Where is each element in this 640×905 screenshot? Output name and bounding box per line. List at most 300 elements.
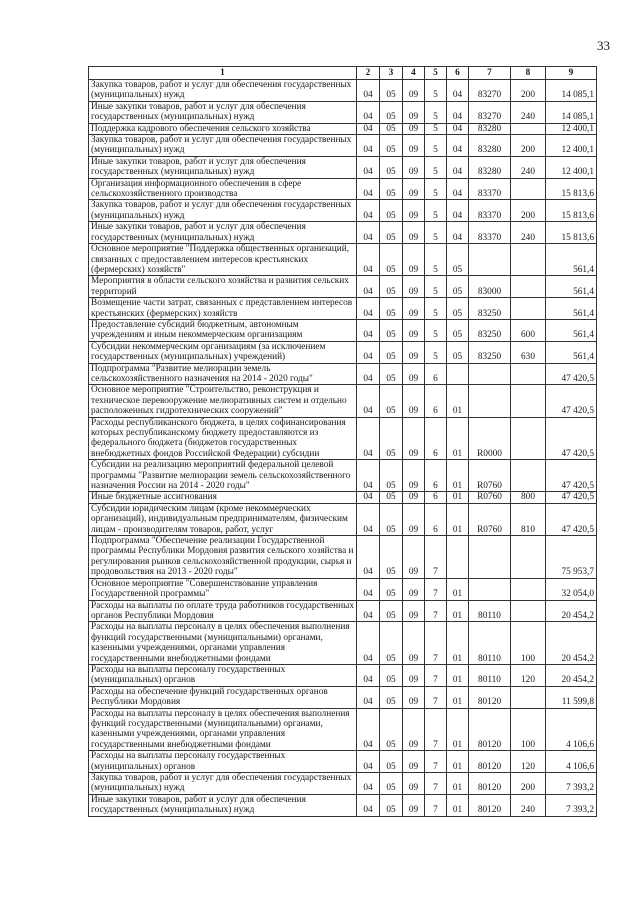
code-3-cell: 05 <box>380 298 403 320</box>
table-row <box>89 319 597 341</box>
row-name-cell: Расходы на выплаты персоналу государственных (муниципальных) органов <box>89 664 357 686</box>
code-3-cell: 05 <box>380 80 403 102</box>
row-name-cell: Расходы на выплаты персоналу в целях обеспечения выполнения функций государственными (муниципальными) органами, казенными учреждениями, органами управления государственными внебюджетными фондами <box>89 622 357 665</box>
table-row <box>89 244 597 276</box>
code-5-cell: 5 <box>425 319 447 341</box>
table-row <box>89 80 597 102</box>
code-2-cell: 04 <box>357 276 380 298</box>
amount-cell: 47 420,5 <box>546 417 597 460</box>
code-3-cell: 05 <box>380 686 403 708</box>
code-5-cell: 5 <box>425 298 447 320</box>
code-8-cell <box>511 298 546 320</box>
code-8-cell <box>511 600 546 622</box>
code-4-cell: 09 <box>403 773 425 795</box>
amount-cell: 12 400,1 <box>546 135 597 157</box>
code-4-cell: 09 <box>403 341 425 363</box>
code-5-cell: 7 <box>425 536 447 579</box>
column-header: 3 <box>380 67 403 80</box>
table-row <box>89 341 597 363</box>
code-6-cell: 04 <box>447 178 469 200</box>
code-5-cell: 7 <box>425 664 447 686</box>
code-5-cell: 7 <box>425 578 447 600</box>
table-row <box>89 417 597 460</box>
code-3-cell: 05 <box>380 460 403 492</box>
table-row <box>89 622 597 665</box>
amount-cell: 12 400,1 <box>546 156 597 178</box>
code-8-cell <box>511 536 546 579</box>
code-5-cell: 7 <box>425 708 447 751</box>
code-6-cell: 01 <box>447 773 469 795</box>
table-row <box>89 101 597 123</box>
code-4-cell: 09 <box>403 385 425 417</box>
amount-cell: 47 420,5 <box>546 460 597 492</box>
code-2-cell: 04 <box>357 536 380 579</box>
code-6-cell: 01 <box>447 417 469 460</box>
code-4-cell: 09 <box>403 276 425 298</box>
amount-cell: 32 054,0 <box>546 578 597 600</box>
code-3-cell: 05 <box>380 536 403 579</box>
code-3-cell: 05 <box>380 492 403 503</box>
row-name-cell: Расходы на выплаты персоналу государственных (муниципальных) органов <box>89 751 357 773</box>
amount-cell: 4 106,6 <box>546 708 597 751</box>
code-3-cell: 05 <box>380 664 403 686</box>
row-name-cell: Расходы республиканского бюджета, в целях софинансирования которых республиканскому бюджету предоставляются из федерального бюджета (бюджетов государственных внебюджетных фондов Российской Федерации) субсидии <box>89 417 357 460</box>
table-row <box>89 578 597 600</box>
row-name-cell: Расходы на обеспечение функций государственных органов Республики Мордовия <box>89 686 357 708</box>
row-name-cell: Подпрограмма "Развитие мелиорации земель сельскохозяйственного назначения на 2014 - 2020 годы" <box>89 363 357 385</box>
amount-cell: 11 599,8 <box>546 686 597 708</box>
amount-cell: 14 085,1 <box>546 80 597 102</box>
row-name-cell: Основное мероприятие "Поддержка общественных организаций, связанных с предоставлением интересов крестьянских (фермерских) хозяйств" <box>89 244 357 276</box>
code-4-cell: 09 <box>403 123 425 134</box>
code-6-cell: 04 <box>447 80 469 102</box>
code-8-cell: 240 <box>511 156 546 178</box>
code-2-cell: 04 <box>357 686 380 708</box>
code-3-cell: 05 <box>380 708 403 751</box>
code-8-cell: 810 <box>511 503 546 535</box>
code-6-cell: 04 <box>447 156 469 178</box>
code-5-cell: 5 <box>425 156 447 178</box>
code-7-cell: 80120 <box>469 773 511 795</box>
code-2-cell: 04 <box>357 492 380 503</box>
code-6-cell: 01 <box>447 708 469 751</box>
code-5-cell: 5 <box>425 80 447 102</box>
code-6-cell: 05 <box>447 276 469 298</box>
code-4-cell: 09 <box>403 578 425 600</box>
amount-cell: 7 393,2 <box>546 773 597 795</box>
code-5-cell: 5 <box>425 101 447 123</box>
table-row <box>89 460 597 492</box>
code-7-cell <box>469 385 511 417</box>
table-row <box>89 222 597 244</box>
code-8-cell <box>511 385 546 417</box>
table-row <box>89 123 597 134</box>
code-2-cell: 04 <box>357 319 380 341</box>
code-2-cell: 04 <box>357 664 380 686</box>
code-5-cell: 7 <box>425 773 447 795</box>
row-name-cell: Предоставление субсидий бюджетным, автономным учреждениям и иным некоммерческим организациям <box>89 319 357 341</box>
amount-cell: 7 393,2 <box>546 794 597 816</box>
code-5-cell: 5 <box>425 123 447 134</box>
table-row <box>89 773 597 795</box>
table-row <box>89 178 597 200</box>
row-name-cell: Иные закупки товаров, работ и услуг для обеспечения государственных (муниципальных) нужд <box>89 794 357 816</box>
row-name-cell: Закупка товаров, работ и услуг для обеспечения государственных (муниципальных) нужд <box>89 80 357 102</box>
code-2-cell: 04 <box>357 341 380 363</box>
table-row <box>89 600 597 622</box>
code-8-cell: 240 <box>511 222 546 244</box>
code-3-cell: 05 <box>380 385 403 417</box>
code-2-cell: 04 <box>357 363 380 385</box>
code-4-cell: 09 <box>403 622 425 665</box>
code-6-cell <box>447 363 469 385</box>
row-name-cell: Субсидии некоммерческим организациям (за исключением государственных (муниципальных) учреждений) <box>89 341 357 363</box>
code-2-cell: 04 <box>357 503 380 535</box>
table-row <box>89 664 597 686</box>
code-4-cell: 09 <box>403 503 425 535</box>
code-7-cell: 80110 <box>469 600 511 622</box>
code-3-cell: 05 <box>380 123 403 134</box>
table-row <box>89 200 597 222</box>
code-3-cell: 05 <box>380 244 403 276</box>
amount-cell: 20 454,2 <box>546 622 597 665</box>
code-2-cell: 04 <box>357 578 380 600</box>
row-name-cell: Возмещение части затрат, связанных с представлением интересов крестьянских (фермерских) хозяйств <box>89 298 357 320</box>
table-row <box>89 794 597 816</box>
code-2-cell: 04 <box>357 135 380 157</box>
code-3-cell: 05 <box>380 200 403 222</box>
code-2-cell: 04 <box>357 385 380 417</box>
code-6-cell: 01 <box>447 385 469 417</box>
code-8-cell <box>511 578 546 600</box>
code-5-cell: 7 <box>425 622 447 665</box>
code-4-cell: 09 <box>403 298 425 320</box>
code-5-cell: 6 <box>425 385 447 417</box>
code-4-cell: 09 <box>403 363 425 385</box>
code-6-cell: 01 <box>447 600 469 622</box>
row-name-cell: Иные закупки товаров, работ и услуг для обеспечения государственных (муниципальных) нужд <box>89 156 357 178</box>
code-2-cell: 04 <box>357 80 380 102</box>
code-2-cell: 04 <box>357 298 380 320</box>
code-7-cell: 83370 <box>469 222 511 244</box>
code-4-cell: 09 <box>403 135 425 157</box>
code-4-cell: 09 <box>403 200 425 222</box>
code-8-cell: 800 <box>511 492 546 503</box>
code-8-cell: 240 <box>511 101 546 123</box>
code-8-cell <box>511 244 546 276</box>
row-name-cell: Субсидии юридическим лицам (кроме некоммерческих организаций), индивидуальным предпринимателям, физическим лицам - производителям товаров, работ, услуг <box>89 503 357 535</box>
table-row <box>89 503 597 535</box>
code-8-cell <box>511 460 546 492</box>
code-5-cell: 5 <box>425 178 447 200</box>
code-6-cell: 01 <box>447 503 469 535</box>
code-7-cell: R0760 <box>469 492 511 503</box>
code-6-cell: 01 <box>447 751 469 773</box>
code-8-cell <box>511 178 546 200</box>
code-8-cell <box>511 417 546 460</box>
code-7-cell: 83280 <box>469 135 511 157</box>
table-row <box>89 492 597 503</box>
code-4-cell: 09 <box>403 80 425 102</box>
table-row <box>89 363 597 385</box>
code-7-cell: 83250 <box>469 319 511 341</box>
code-4-cell: 09 <box>403 244 425 276</box>
code-2-cell: 04 <box>357 708 380 751</box>
code-4-cell: 09 <box>403 319 425 341</box>
code-4-cell: 09 <box>403 460 425 492</box>
code-2-cell: 04 <box>357 460 380 492</box>
code-5-cell: 7 <box>425 600 447 622</box>
column-header: 5 <box>425 67 447 80</box>
code-7-cell <box>469 244 511 276</box>
code-2-cell: 04 <box>357 200 380 222</box>
code-3-cell: 05 <box>380 794 403 816</box>
code-6-cell: 04 <box>447 222 469 244</box>
code-3-cell: 05 <box>380 578 403 600</box>
code-4-cell: 09 <box>403 708 425 751</box>
code-6-cell: 01 <box>447 492 469 503</box>
code-7-cell: 83370 <box>469 178 511 200</box>
code-5-cell: 5 <box>425 276 447 298</box>
code-7-cell: 80120 <box>469 751 511 773</box>
code-8-cell: 200 <box>511 135 546 157</box>
code-3-cell: 05 <box>380 341 403 363</box>
column-header: 4 <box>403 67 425 80</box>
code-6-cell: 01 <box>447 686 469 708</box>
code-2-cell: 04 <box>357 794 380 816</box>
row-name-cell: Подпрограмма "Обеспечение реализации Государственной программы Республики Мордовия развития сельского хозяйства и регулирования рынков сельскохозяйственной продукции, сырья и продовольствия на 2013 - 2020 годы" <box>89 536 357 579</box>
code-5-cell: 7 <box>425 751 447 773</box>
code-7-cell: 83280 <box>469 156 511 178</box>
code-5-cell: 5 <box>425 135 447 157</box>
code-3-cell: 05 <box>380 773 403 795</box>
code-3-cell: 05 <box>380 178 403 200</box>
code-3-cell: 05 <box>380 622 403 665</box>
code-4-cell: 09 <box>403 156 425 178</box>
code-2-cell: 04 <box>357 622 380 665</box>
code-2-cell: 04 <box>357 600 380 622</box>
row-name-cell: Закупка товаров, работ и услуг для обеспечения государственных (муниципальных) нужд <box>89 135 357 157</box>
code-2-cell: 04 <box>357 156 380 178</box>
code-7-cell: 83250 <box>469 298 511 320</box>
code-8-cell <box>511 276 546 298</box>
table-row <box>89 135 597 157</box>
code-5-cell: 6 <box>425 492 447 503</box>
amount-cell: 15 813,6 <box>546 222 597 244</box>
code-8-cell: 200 <box>511 80 546 102</box>
code-7-cell: 80120 <box>469 708 511 751</box>
amount-cell: 14 085,1 <box>546 101 597 123</box>
code-5-cell: 7 <box>425 794 447 816</box>
row-name-cell: Иные закупки товаров, работ и услуг для обеспечения государственных (муниципальных) нужд <box>89 101 357 123</box>
code-5-cell: 6 <box>425 503 447 535</box>
code-4-cell: 09 <box>403 536 425 579</box>
amount-cell: 561,4 <box>546 319 597 341</box>
code-2-cell: 04 <box>357 101 380 123</box>
amount-cell: 561,4 <box>546 276 597 298</box>
code-7-cell: R0760 <box>469 460 511 492</box>
code-6-cell: 05 <box>447 298 469 320</box>
amount-cell: 47 420,5 <box>546 363 597 385</box>
code-7-cell: 80120 <box>469 686 511 708</box>
code-6-cell: 05 <box>447 341 469 363</box>
code-3-cell: 05 <box>380 135 403 157</box>
row-name-cell: Основное мероприятие "Совершенствование управления Государственной программы" <box>89 578 357 600</box>
amount-cell: 15 813,6 <box>546 200 597 222</box>
code-7-cell: 83000 <box>469 276 511 298</box>
code-7-cell: 80110 <box>469 664 511 686</box>
amount-cell: 561,4 <box>546 341 597 363</box>
code-7-cell: R0760 <box>469 503 511 535</box>
table-row <box>89 276 597 298</box>
code-7-cell <box>469 578 511 600</box>
code-3-cell: 05 <box>380 503 403 535</box>
code-8-cell <box>511 363 546 385</box>
code-4-cell: 09 <box>403 600 425 622</box>
code-6-cell <box>447 536 469 579</box>
code-4-cell: 09 <box>403 417 425 460</box>
row-name-cell: Основное мероприятие "Строительство, реконструкция и техническое перевооружение мелиоративных систем и отдельно расположенных гидротехнических сооружений" <box>89 385 357 417</box>
header-row <box>89 67 597 80</box>
code-5-cell: 6 <box>425 460 447 492</box>
table-row <box>89 751 597 773</box>
code-2-cell: 04 <box>357 751 380 773</box>
code-8-cell: 120 <box>511 751 546 773</box>
column-header: 6 <box>447 67 469 80</box>
code-6-cell: 04 <box>447 135 469 157</box>
code-8-cell: 600 <box>511 319 546 341</box>
code-7-cell <box>469 363 511 385</box>
table-body <box>89 80 597 817</box>
amount-cell: 20 454,2 <box>546 664 597 686</box>
budget-table <box>88 66 597 817</box>
code-2-cell: 04 <box>357 773 380 795</box>
code-5-cell: 7 <box>425 686 447 708</box>
code-7-cell: R0000 <box>469 417 511 460</box>
amount-cell: 561,4 <box>546 298 597 320</box>
code-8-cell: 120 <box>511 664 546 686</box>
table-header <box>89 67 597 80</box>
row-name-cell: Поддержка кадрового обеспечения сельского хозяйства <box>89 123 357 134</box>
amount-cell: 4 106,6 <box>546 751 597 773</box>
code-4-cell: 09 <box>403 686 425 708</box>
code-6-cell: 01 <box>447 622 469 665</box>
column-header: 2 <box>357 67 380 80</box>
code-8-cell: 240 <box>511 794 546 816</box>
code-8-cell: 200 <box>511 773 546 795</box>
code-7-cell: 83270 <box>469 80 511 102</box>
code-7-cell: 80120 <box>469 794 511 816</box>
page-number: 33 <box>597 38 610 53</box>
code-7-cell: 83370 <box>469 200 511 222</box>
code-2-cell: 04 <box>357 123 380 134</box>
code-6-cell: 01 <box>447 460 469 492</box>
code-4-cell: 09 <box>403 492 425 503</box>
code-2-cell: 04 <box>357 417 380 460</box>
code-8-cell: 100 <box>511 708 546 751</box>
row-name-cell: Мероприятия в области сельского хозяйства и развития сельских территорий <box>89 276 357 298</box>
code-6-cell: 04 <box>447 200 469 222</box>
amount-cell: 12 400,1 <box>546 123 597 134</box>
row-name-cell: Организация информационного обеспечения в сфере сельскохозяйственного производства <box>89 178 357 200</box>
code-3-cell: 05 <box>380 319 403 341</box>
row-name-cell: Расходы на выплаты по оплате труда работников государственных органов Республики Мордовия <box>89 600 357 622</box>
code-6-cell: 04 <box>447 123 469 134</box>
code-7-cell <box>469 536 511 579</box>
code-7-cell: 80110 <box>469 622 511 665</box>
code-4-cell: 09 <box>403 751 425 773</box>
amount-cell: 75 953,7 <box>546 536 597 579</box>
code-5-cell: 5 <box>425 200 447 222</box>
column-header: 9 <box>546 67 597 80</box>
code-8-cell: 630 <box>511 341 546 363</box>
code-5-cell: 6 <box>425 363 447 385</box>
code-6-cell: 01 <box>447 578 469 600</box>
code-3-cell: 05 <box>380 600 403 622</box>
code-3-cell: 05 <box>380 276 403 298</box>
code-3-cell: 05 <box>380 363 403 385</box>
table-row <box>89 536 597 579</box>
amount-cell: 47 420,5 <box>546 492 597 503</box>
table-row <box>89 686 597 708</box>
amount-cell: 47 420,5 <box>546 385 597 417</box>
amount-cell: 47 420,5 <box>546 503 597 535</box>
column-header: 1 <box>89 67 357 80</box>
table-row <box>89 385 597 417</box>
code-3-cell: 05 <box>380 222 403 244</box>
row-name-cell: Субсидии на реализацию мероприятий федеральной целевой программы "Развитие мелиорации земель сельскохозяйственного назначения России на 2014 - 2020 годы" <box>89 460 357 492</box>
row-name-cell: Иные бюджетные ассигнования <box>89 492 357 503</box>
amount-cell: 15 813,6 <box>546 178 597 200</box>
code-6-cell: 01 <box>447 664 469 686</box>
table-row <box>89 708 597 751</box>
code-5-cell: 5 <box>425 222 447 244</box>
code-8-cell: 200 <box>511 200 546 222</box>
code-2-cell: 04 <box>357 178 380 200</box>
row-name-cell: Закупка товаров, работ и услуг для обеспечения государственных (муниципальных) нужд <box>89 773 357 795</box>
code-6-cell: 05 <box>447 244 469 276</box>
code-8-cell: 100 <box>511 622 546 665</box>
code-5-cell: 5 <box>425 244 447 276</box>
column-header: 8 <box>511 67 546 80</box>
code-2-cell: 04 <box>357 244 380 276</box>
code-4-cell: 09 <box>403 178 425 200</box>
table-row <box>89 156 597 178</box>
code-7-cell: 83280 <box>469 123 511 134</box>
code-3-cell: 05 <box>380 417 403 460</box>
code-4-cell: 09 <box>403 664 425 686</box>
code-7-cell: 83270 <box>469 101 511 123</box>
table-row <box>89 298 597 320</box>
code-6-cell: 04 <box>447 101 469 123</box>
amount-cell: 20 454,2 <box>546 600 597 622</box>
code-6-cell: 01 <box>447 794 469 816</box>
row-name-cell: Иные закупки товаров, работ и услуг для обеспечения государственных (муниципальных) нужд <box>89 222 357 244</box>
code-8-cell <box>511 123 546 134</box>
code-3-cell: 05 <box>380 156 403 178</box>
code-3-cell: 05 <box>380 751 403 773</box>
code-4-cell: 09 <box>403 101 425 123</box>
code-5-cell: 6 <box>425 417 447 460</box>
code-4-cell: 09 <box>403 222 425 244</box>
code-7-cell: 83250 <box>469 341 511 363</box>
code-8-cell <box>511 686 546 708</box>
code-6-cell: 05 <box>447 319 469 341</box>
row-name-cell: Закупка товаров, работ и услуг для обеспечения государственных (муниципальных) нужд <box>89 200 357 222</box>
code-2-cell: 04 <box>357 222 380 244</box>
code-5-cell: 5 <box>425 341 447 363</box>
code-3-cell: 05 <box>380 101 403 123</box>
